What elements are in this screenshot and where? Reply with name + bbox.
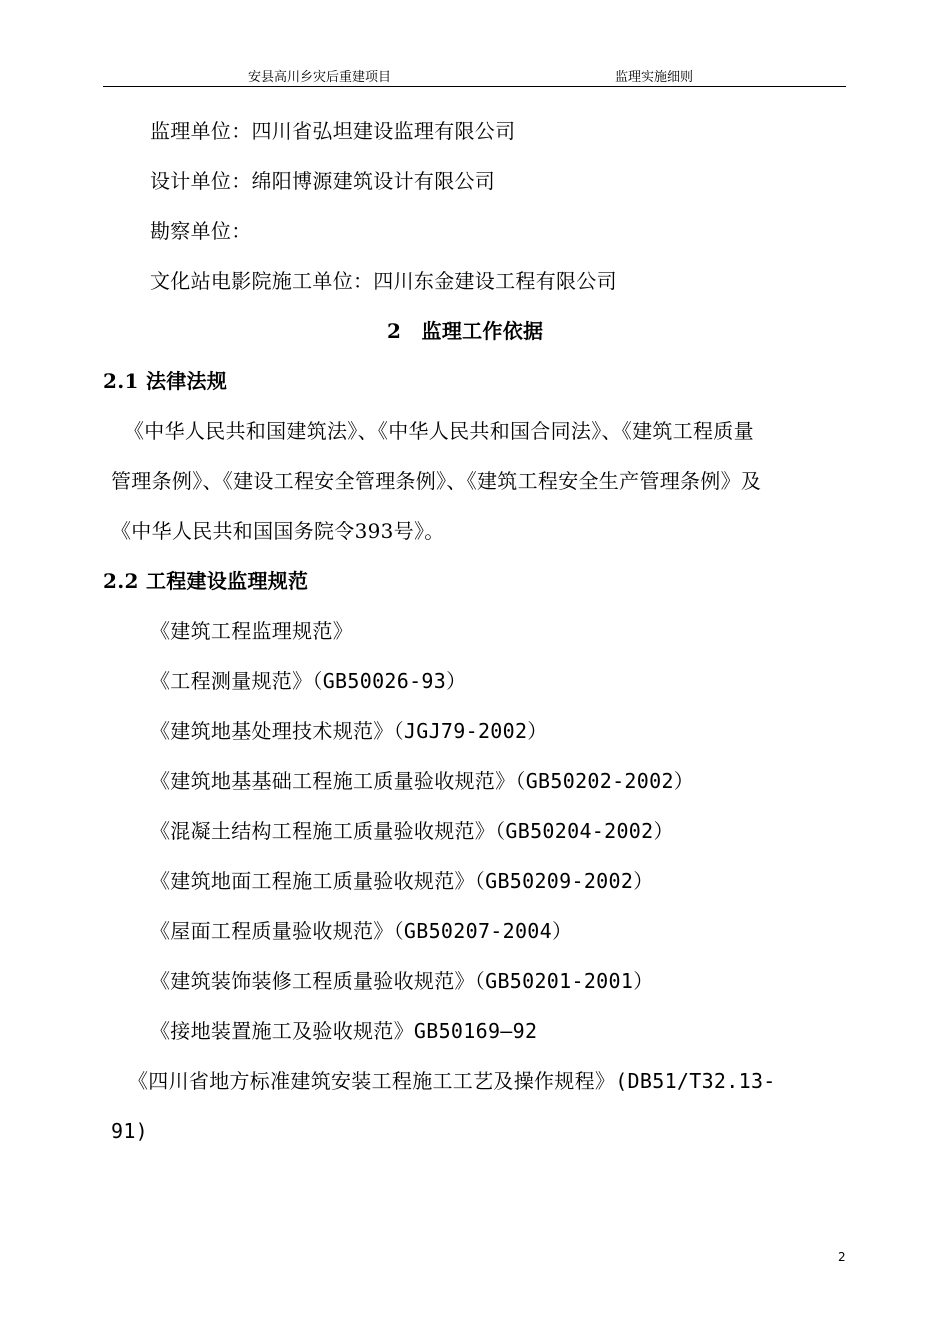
- header-document-title: 监理实施细则: [615, 70, 694, 85]
- survey-unit-line: 勘察单位：: [150, 219, 252, 243]
- section-2-heading: 2 监理工作依据: [387, 319, 544, 343]
- standard-item: 《接地装置施工及验收规范》GB50169—92: [150, 1019, 538, 1043]
- standard-item: 《四川省地方标准建筑安装工程施工工艺及操作规程》(DB51/T32.13-: [128, 1069, 776, 1093]
- standard-item: 《建筑工程监理规范》: [150, 619, 353, 643]
- page-number: 2: [838, 1250, 846, 1264]
- header-project-title: 安县高川乡灾后重建项目: [248, 70, 392, 85]
- section-2-2-heading: 2.2 工程建设监理规范: [103, 569, 309, 593]
- standard-item: 《屋面工程质量验收规范》（GB50207-2004）: [150, 919, 573, 943]
- laws-paragraph-line-1: 《中华人民共和国建筑法》、《中华人民共和国合同法》、《建筑工程质量: [124, 419, 754, 443]
- laws-paragraph-line-2: 管理条例》、《建设工程安全管理条例》、《建筑工程安全生产管理条例》及: [111, 469, 762, 493]
- laws-paragraph-line-3: 《中华人民共和国国务院令393号》。: [111, 519, 445, 543]
- standard-item-continued: 91): [111, 1119, 149, 1143]
- standard-item: 《建筑装饰装修工程质量验收规范》（GB50201-2001）: [150, 969, 654, 993]
- section-2-1-heading: 2.1 法律法规: [103, 369, 228, 393]
- design-unit-line: 设计单位：绵阳博源建筑设计有限公司: [150, 169, 496, 193]
- standard-item: 《建筑地基处理技术规范》（JGJ79-2002）: [150, 719, 548, 743]
- supervision-unit-line: 监理单位：四川省弘坦建设监理有限公司: [150, 119, 516, 143]
- standard-item: 《混凝土结构工程施工质量验收规范》（GB50204-2002）: [150, 819, 674, 843]
- construction-unit-line: 文化站电影院施工单位：四川东金建设工程有限公司: [150, 269, 617, 293]
- standard-item: 《建筑地基基础工程施工质量验收规范》（GB50202-2002）: [150, 769, 695, 793]
- page-header: [103, 64, 846, 87]
- standard-item: 《工程测量规范》（GB50026-93）: [150, 669, 467, 693]
- standard-item: 《建筑地面工程施工质量验收规范》（GB50209-2002）: [150, 869, 654, 893]
